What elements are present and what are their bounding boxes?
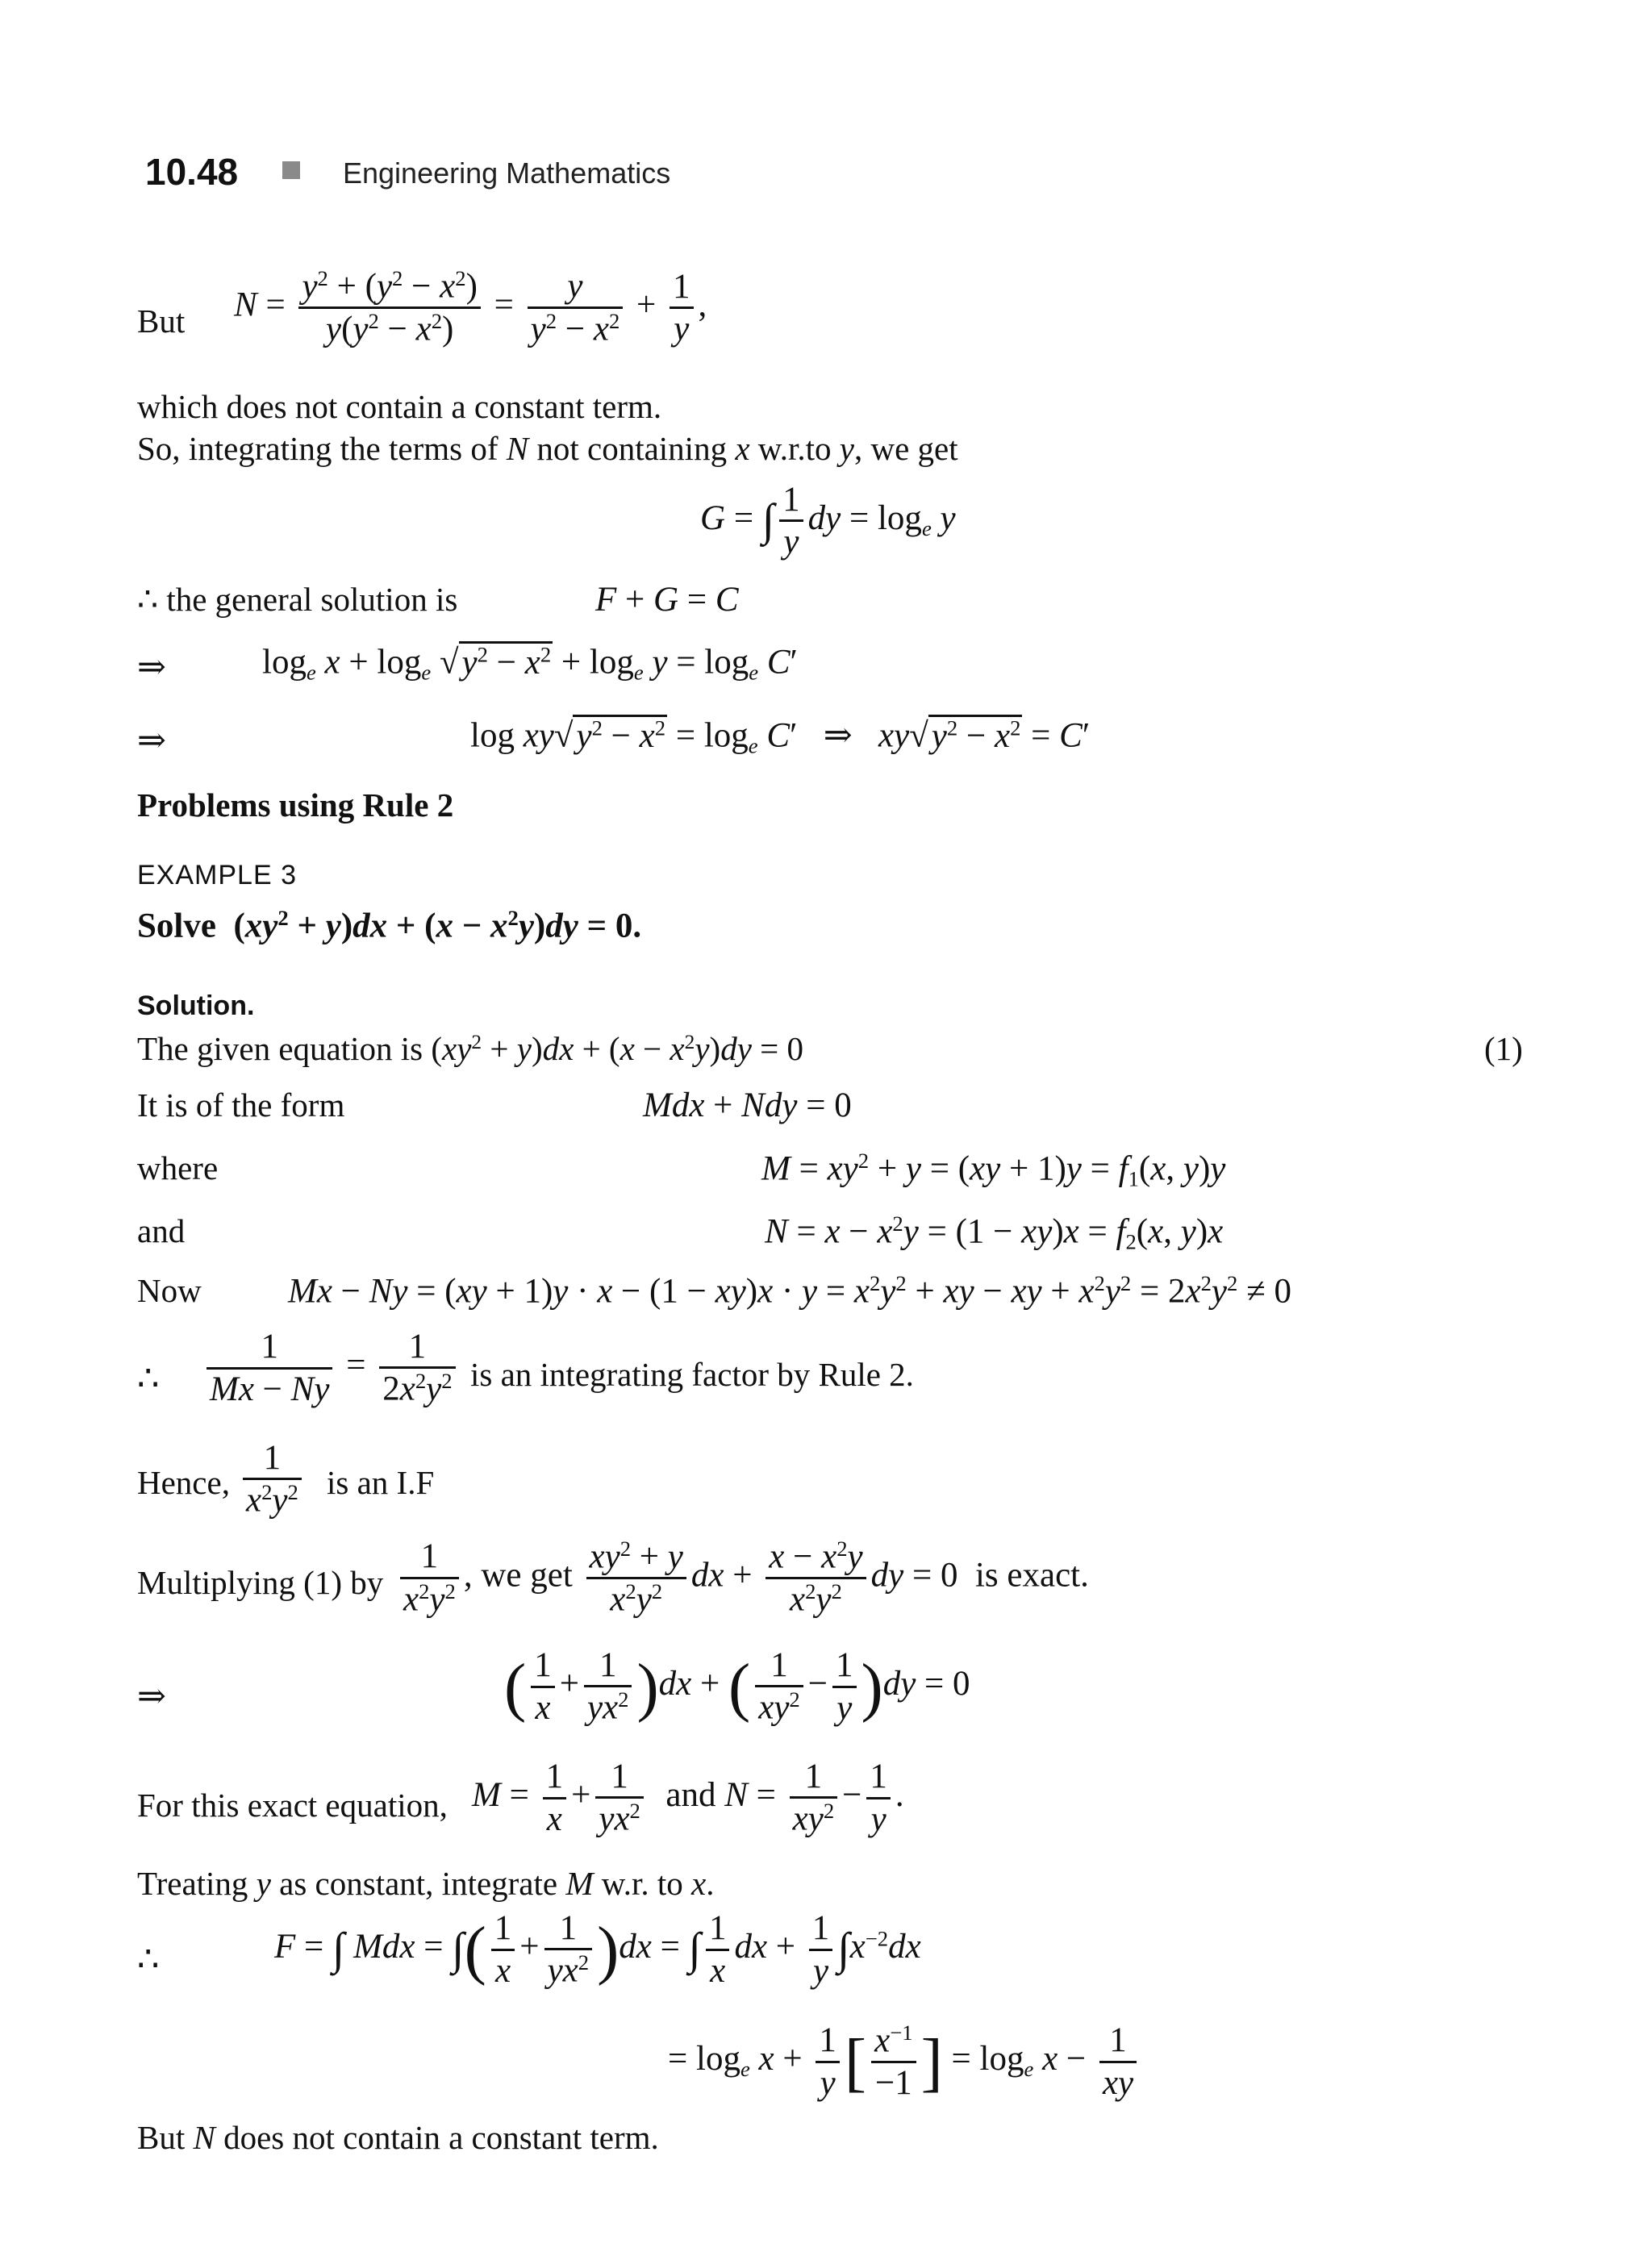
for-exact-text: For this exact equation, [137, 1787, 448, 1824]
header-square-icon [282, 161, 300, 179]
and-text: and [137, 1212, 186, 1249]
is-if-text: is an I.F [327, 1464, 435, 1501]
equation-log-sum: $\log_e x + \log_e √y^2 - x^2 + \log_e y = \log_e C'$ [262, 642, 798, 685]
of-form-text: It is of the form [137, 1086, 345, 1124]
no-constant-text: which does not contain a constant term. [137, 388, 662, 425]
book-title: Engineering Mathematics [343, 156, 671, 190]
equation-F-integral: F = ∫ Mdx = ∫( $\frac{1}{x}$ + $\frac{1}{yx^2}$ )dx = ∫ $\frac{1}{x}$ dx + $\frac{1}{y}$ $\int x^{-2}dx$ [274, 1909, 921, 1991]
section-heading: Problems using Rule 2 [137, 786, 454, 824]
equation-log-product: $\log xy√y^2 - x^2 = \log_e C'$ ⇒ $xy√y^2 - x^2 = C'$ [470, 715, 1091, 758]
example-label: EXAMPLE 3 [137, 860, 297, 890]
equation-exact-form: ( $\frac{1}{x}$ + $\frac{1}{yx^2}$ )dx + ( $\frac{1}{xy^2}$ − $\frac{1}{y}$ )dy = 0 [504, 1646, 970, 1728]
therefore-1: ∴ [137, 1360, 160, 1398]
equation-IF: $\frac{1}{x^2y^2}$ [238, 1438, 307, 1521]
equation-M-N-exact: M = $\frac{1}{x}$ + $\frac{1}{yx^2}$ and N = $\frac{1}{xy^2}$ − $\frac{1}{y}$ . [472, 1758, 904, 1839]
treating-text: Treating y as constant, integrate M w.r. to x. [137, 1865, 715, 1902]
implies-1: ⇒ [137, 648, 167, 686]
is-if-rule2-text: is an integrating factor by Rule 2. [470, 1356, 914, 1393]
equation-M-def: $M = xy^2 + y = (xy + 1)y = f_1(x$, y)y [761, 1149, 1226, 1191]
page-number: 10.48 [145, 151, 239, 193]
example-statement: Solve $(xy^2 + y)dx + (x - x^2y)dy = 0$. [137, 906, 642, 945]
solution-label: Solution. [137, 990, 255, 1021]
equation-M-N-form: Mdx + Ndy = 0 [643, 1086, 852, 1124]
integrating-text: So, integrating the terms of N not containing x w.r.to y, we get [137, 430, 958, 467]
therefore-2: ∴ [137, 1941, 160, 1979]
implies-2: ⇒ [137, 722, 167, 760]
equation-IF-rule2: $\frac{1}{Mx - Ny}$ = $\frac{1}{2x^2y^2}$ [202, 1327, 461, 1410]
general-solution-text: ∴ the general solution is [137, 581, 458, 618]
equation-multiplied: $\frac{1}{x^2y^2}$ , we get $\frac{xy^2 + y}{x^2y^2}$ dx + $\frac{x - x^2y}{x^2y^2}$ dy = 0 is exact. [395, 1537, 1089, 1620]
equation-N-def: $N = x - x^2y = (1 - xy)x = f_2(x$, y)x [765, 1211, 1224, 1254]
equation-G: G = ∫ $\frac{1}{y}$ dy = $\log_e y$ [700, 481, 956, 561]
equation-number: (1) [1484, 1030, 1523, 1067]
now-text: Now [137, 1272, 202, 1309]
equation-F-result: = $\log_e x$ + $\frac{1}{y}$ [ $\frac{x^{-1}}{-1}$ ] = $\log_e x$ − $\frac{1}{xy}$ [668, 2020, 1141, 2104]
hence-text: Hence, [137, 1464, 230, 1501]
but-word: But [137, 302, 186, 340]
multiplying-text: Multiplying (1) by [137, 1564, 384, 1601]
equation-N-split: N = $\frac{y^2 + (y^2 - x^2)}{y(y^2 - x^2)}$ = $\frac{y}{y^2 - x^2}$ + $\frac{1}{y}$ , [234, 266, 707, 348]
equation-Mx-Ny: $Mx - Ny = (xy + 1)y \cdot x - (1 - xy)x \cdot y = x^2y^2$ + xy − xy + $x^2y^2 = 2x^2y^2 \ne 0$ [288, 1271, 1291, 1311]
given-equation: The given equation is $(xy^2 + y)dx + (x - x^2y)dy = 0$ [137, 1030, 804, 1067]
but-N-text: But N does not contain a constant term. [137, 2119, 659, 2156]
implies-3: ⇒ [137, 1678, 167, 1716]
equation-F-G-C: F + G = C [595, 581, 739, 619]
where-text: where [137, 1149, 219, 1186]
